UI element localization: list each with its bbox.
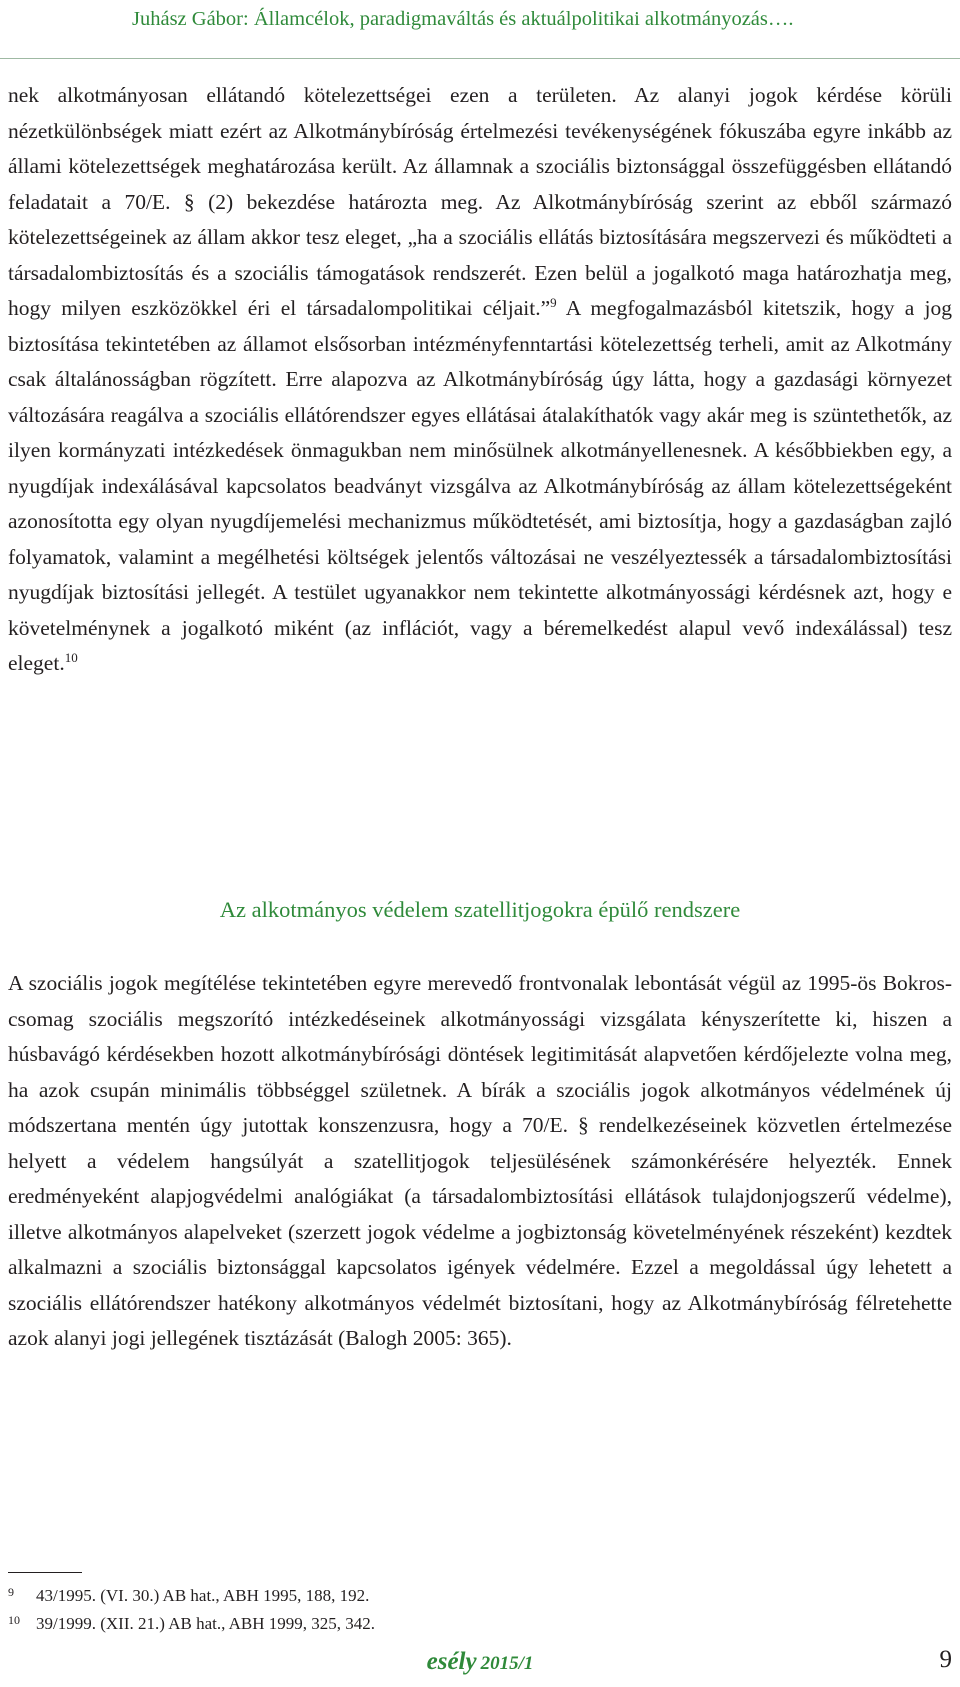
running-header: Juhász Gábor: Államcélok, paradigmaváltás és aktuálpolitikai alkotmányozás…. — [132, 8, 794, 30]
footnotes — [8, 1582, 908, 1638]
body-paragraph-1 — [8, 78, 952, 682]
footnote-item — [8, 1582, 908, 1610]
footnote-reference-9[interactable]: 9 — [550, 294, 557, 310]
journal-issue: 2015/1 — [480, 1653, 534, 1674]
paragraph-text: A megfogalmazásból kitetszik, hogy a jog biztosítása tekintetében az államot elsősorban intézményfenntartási kötelezettség terheli, amit az Alkotmány csak általánosságban rögzített. Erre alapozva az Alkotmánybíróság úgy látta, hogy a gazdasági környezet változására reagálva a szociális ellátórendszer egyes ellátásai átalakíthatók vagy akár meg is szüntethetők, az ilyen kormányzati intézkedések önmagukban nem minősülnek alkotmányellenesnek. A későbbiekben egy, a nyugdíjak indexálásával kapcsolatos beadványt vizsgálva az Alkotmánybíróság az állam kötelezettségeként azonosította egy olyan nyugdíjemelési mechanizmus működtetését, ami biztosítja, hogy a gazdaságban zajló folyamatok, valamint a megélhetési költségek jelentős változásai ne veszélyeztessék a társadalombiztosítási nyugdíjak biztosítási jellegét. A testület ugyanakkor nem tekintette alkotmányossági kérdésnek azt, hogy e követelménynek a jogalkotó miként (az inflációt, vagy a béremelkedést alapul vevő indexálással) tesz eleget. — [8, 296, 952, 675]
footnote-number: 9 — [8, 1585, 14, 1599]
paragraph-text: nek alkotmányosan ellátandó kötelezettségei ezen a területen. Az alanyi jogok kérdése körüli nézetkülönbségek miatt ezért az Alkotmánybíróság értelmezési tevékenységének fókuszába egyre inkább az állami kötelezettségek meghatározása került. Az államnak a szociális biztonsággal összefüggésben ellátandó feladatait a 70/E. § (2) bekezdése határozta meg. Az Alkotmánybíróság szerint az ebből származó kötelezettségeinek az állam akkor tesz eleget, „ha a szociális ellátás biztosítására megszervezi és működteti a társadalombiztosítás és a szociális támogatások rendszerét. Ezen belül a jogalkotó maga határozhatja meg, hogy milyen eszközökkel éri el társadalompolitikai céljait.” — [8, 83, 952, 320]
footnote-text: 39/1999. (XII. 21.) AB hat., ABH 1999, 325, 342. — [36, 1614, 376, 1633]
footnote-divider — [8, 1572, 82, 1573]
journal-name: esély — [426, 1648, 477, 1675]
footnote-item — [8, 1610, 908, 1638]
footnote-number: 10 — [8, 1613, 20, 1627]
body-paragraph-2: A szociális jogok megítélése tekintetében egyre merevedő frontvonalak lebontását végül az 1995-ös Bokros-csomag szociális megszorító intézkedéseinek alkotmányossági vizsgálata kényszerítette ki, hiszen a húsbavágó kérdésekben hozott alkotmánybírósági döntések legitimitását alapvetően kérdőjelezte volna meg, ha azok csupán minimális többséggel születnek. A bírák a szociális jogok alkotmányos védelmének új módszertana mentén úgy jutottak konszenzusra, hogy a 70/E. § rendelkezéseinek közvetlen értelmezése helyett a védelem hangsúlyát a szatellitjogok teljesülésének számonkérésére helyezték. Ennek eredményeként alapjogvédelmi analógiákat (a társadalombiztosítási ellátások tulajdonjogszerű védelme), illetve alkotmányos alapelveket (szerzett jogok védelme a jogbiztonság követelményének részeként) kezdtek alkalmazni a szociális biztonsággal kapcsolatos igények védelmére. Ezzel a megoldással úgy lehetett a szociális ellátórendszer hatékony alkotmányos védelmét biztosítani, hogy az Alkotmánybíróság félretehette azok alanyi jogi jellegének tisztázását (Balogh 2005: 365). — [8, 971, 952, 1350]
section-heading: Az alkotmányos védelem szatellitjogokra épülő rendszere — [219, 897, 741, 922]
footnote-text: 43/1995. (VI. 30.) AB hat., ABH 1995, 188, 192. — [36, 1586, 370, 1605]
journal-footer — [0, 1648, 960, 1676]
header-divider — [0, 58, 960, 59]
page-number: 9 — [939, 1646, 952, 1673]
footnote-reference-10[interactable]: 10 — [64, 649, 78, 665]
